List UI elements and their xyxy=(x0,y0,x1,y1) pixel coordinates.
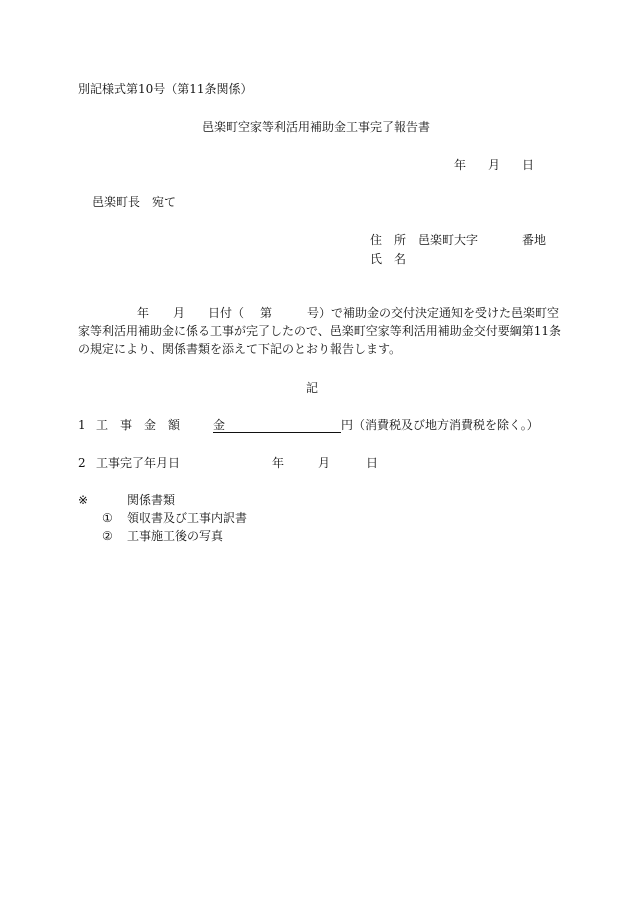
body-day-prefix: 日付（ xyxy=(208,306,245,320)
body-line3: の規定により、関係書類を添えて下記のとおり報告します。 xyxy=(78,342,402,356)
note-mark: ※ xyxy=(78,493,89,507)
address-label: 住 所 xyxy=(370,233,407,247)
body-line2: 家等利活用補助金に係る工事が完了したので、邑楽町空家等利活用補助金交付要綱第11条 xyxy=(78,324,562,338)
name-label: 氏 名 xyxy=(370,252,407,266)
document-number: ① xyxy=(102,511,113,525)
addressee: 邑楽町長 宛て xyxy=(92,195,177,209)
documents-heading: 関係書類 xyxy=(127,493,176,507)
body-dai: 第 xyxy=(260,306,273,320)
amount-suffix: 円（消費税及び地方消費税を除く。） xyxy=(341,418,539,432)
address-suffix: 番地 xyxy=(522,233,547,247)
completion-year: 年 xyxy=(272,456,285,470)
ki-heading: 記 xyxy=(306,381,319,395)
body-line1-rest: 号）で補助金の交付決定通知を受けた邑楽町空 xyxy=(307,306,560,320)
form-number: 別記様式第10号（第11条関係） xyxy=(78,82,253,96)
item-number: 1 xyxy=(78,418,86,432)
body-year: 年 xyxy=(137,306,150,320)
completion-month: 月 xyxy=(318,456,331,470)
date-day: 日 xyxy=(522,158,535,172)
completion-day: 日 xyxy=(366,456,379,470)
document-number: ② xyxy=(102,529,113,543)
item-label: 工 事 金 額 xyxy=(96,418,181,432)
item-number: 2 xyxy=(78,456,86,470)
body-month: 月 xyxy=(173,306,186,320)
date-month: 月 xyxy=(488,158,501,172)
item-label: 工事完了年月日 xyxy=(96,456,181,470)
document-item: 領収書及び工事内訳書 xyxy=(127,511,248,525)
amount-blank xyxy=(213,417,341,433)
date-year: 年 xyxy=(454,158,467,172)
address-value: 邑楽町大字 xyxy=(418,233,479,247)
page-title: 邑楽町空家等利活用補助金工事完了報告書 xyxy=(202,120,431,134)
amount-prefix: 金 xyxy=(213,418,226,432)
document-item: 工事施工後の写真 xyxy=(127,529,224,543)
